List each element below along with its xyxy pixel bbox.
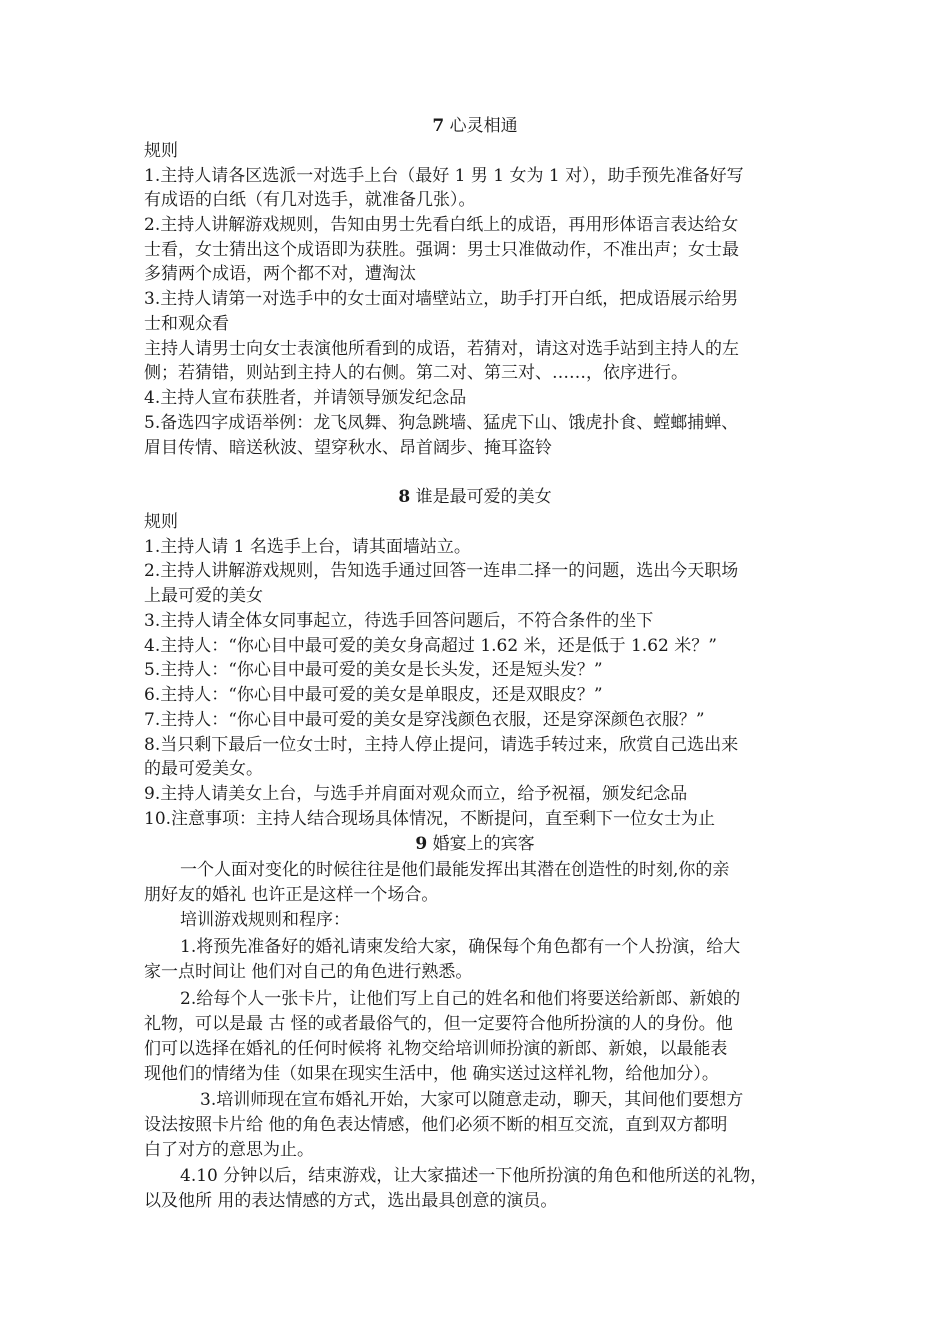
section-9-line: 礼物，可以是最 古 怪的或者最俗气的，但一定要符合他所扮演的人的身份。他: [144, 1014, 733, 1034]
section-9-line: 设法按照卡片给 他的角色表达情感，他们必须不断的相互交流，直到双方都明: [144, 1115, 728, 1135]
section-8-line: 8.当只剩下最后一位女士时，主持人停止提问，请选手转过来，欣赏自己选出来: [144, 735, 739, 755]
section-7-line: 2.主持人讲解游戏规则，告知由男士先看白纸上的成语，再用形体语言表达给女: [144, 215, 739, 235]
section-9-line: 朋好友的婚礼 也许正是这样一个场合。: [144, 885, 439, 905]
section-7-line: 士看，女士猜出这个成语即为获胜。强调：男士只准做动作，不准出声；女士最: [144, 240, 739, 260]
section-7-rules-label: 规则: [144, 141, 178, 161]
section-7-line: 多猜两个成语，两个都不对，遭淘汰: [144, 264, 416, 284]
section-8-line: 1.主持人请 1 名选手上台，请其面墙站立。: [144, 537, 471, 557]
section-7-title: [0, 114, 950, 138]
section-7-line: 士和观众看: [144, 314, 229, 334]
section-7-line: 侧；若猜错，则站到主持人的右侧。第二对、第三对、……，依序进行。: [144, 363, 688, 383]
section-9-line: 培训游戏规则和程序：: [180, 910, 350, 930]
section-9-line: 家一点时间让 他们对自己的角色进行熟悉。: [144, 962, 473, 982]
section-9-title-text: 婚宴上的宾客: [432, 834, 535, 854]
section-9-line: 现他们的情绪为佳（如果在现实生活中，他 确实送过这样礼物，给他加分）。: [144, 1064, 719, 1084]
section-9-line: 一个人面对变化的时候往往是他们最能发挥出其潜在创造性的时刻,你的亲: [180, 860, 730, 880]
section-7-line: 主持人请男士向女士表演他所看到的成语，若猜对，请这对选手站到主持人的左: [144, 339, 739, 359]
section-7-line: 5.备选四字成语举例：龙飞凤舞、狗急跳墙、猛虎下山、饿虎扑食、螳螂捕蝉、: [144, 413, 739, 433]
section-9-line: 们可以选择在婚礼的任何时候将 礼物交给培训师扮演的新郎、新娘，以最能表: [144, 1039, 728, 1059]
section-9-line: 1.将预先准备好的婚礼请柬发给大家，确保每个角色都有一个人扮演，给大: [180, 937, 741, 957]
section-8-rules-label: 规则: [144, 512, 178, 532]
section-8-line: 9.主持人请美女上台，与选手并肩面对观众而立，给予祝福，颁发纪念品: [144, 784, 688, 804]
section-7-number: 7: [432, 116, 445, 136]
section-7-line: 有成语的白纸（有几对选手，就准备几张）。: [144, 190, 476, 210]
section-7-line: 4.主持人宣布获胜者，并请领导颁发纪念品: [144, 388, 467, 408]
section-7-line: 眉目传情、暗送秋波、望穿秋水、昂首阔步、掩耳盗铃: [144, 438, 552, 458]
section-9-line: 4.10 分钟以后，结束游戏，让大家描述一下他所扮演的角色和他所送的礼物，: [180, 1166, 768, 1186]
section-8-line: 10.注意事项：主持人结合现场具体情况，不断提问，直至剩下一位女士为止: [144, 809, 716, 829]
section-9-number: 9: [415, 834, 428, 854]
section-7-line: 1.主持人请各区选派一对选手上台（最好 1 男 1 女为 1 对），助手预先准备好写: [144, 166, 744, 186]
section-8-line: 3.主持人请全体女同事起立，待选手回答问题后，不符合条件的坐下: [144, 611, 654, 631]
section-9-line: 3.培训师现在宣布婚礼开始，大家可以随意走动，聊天，其间他们要想方: [200, 1090, 744, 1110]
section-8-line: 6.主持人：“你心目中最可爱的美女是单眼皮，还是双眼皮？”: [144, 685, 603, 705]
section-8-line: 2.主持人讲解游戏规则，告知选手通过回答一连串二择一的问题，选出今天职场: [144, 561, 739, 581]
section-9-line: 白了对方的意思为止。: [144, 1140, 314, 1160]
section-9-title: [0, 832, 950, 856]
section-8-number: 8: [398, 487, 411, 507]
section-8-line: 上最可爱的美女: [144, 586, 263, 606]
section-8-title: [0, 485, 950, 509]
section-8-line: 的最可爱美女。: [144, 759, 263, 779]
section-7-title-text: 心灵相通: [449, 116, 518, 136]
section-9-line: 2.给每个人一张卡片，让他们写上自己的姓名和他们将要送给新郎、新娘的: [180, 989, 741, 1009]
section-7-line: 3.主持人请第一对选手中的女士面对墙壁站立，助手打开白纸，把成语展示给男: [144, 289, 739, 309]
section-9-line: 以及他所 用的表达情感的方式，选出最具创意的演员。: [144, 1191, 558, 1211]
section-8-line: 5.主持人：“你心目中最可爱的美女是长头发，还是短头发？”: [144, 660, 603, 680]
section-8-line: 4.主持人：“你心目中最可爱的美女身高超过 1.62 米，还是低于 1.62 米？”: [144, 636, 717, 656]
section-8-line: 7.主持人：“你心目中最可爱的美女是穿浅颜色衣服，还是穿深颜色衣服？”: [144, 710, 705, 730]
section-8-title-text: 谁是最可爱的美女: [415, 487, 552, 507]
